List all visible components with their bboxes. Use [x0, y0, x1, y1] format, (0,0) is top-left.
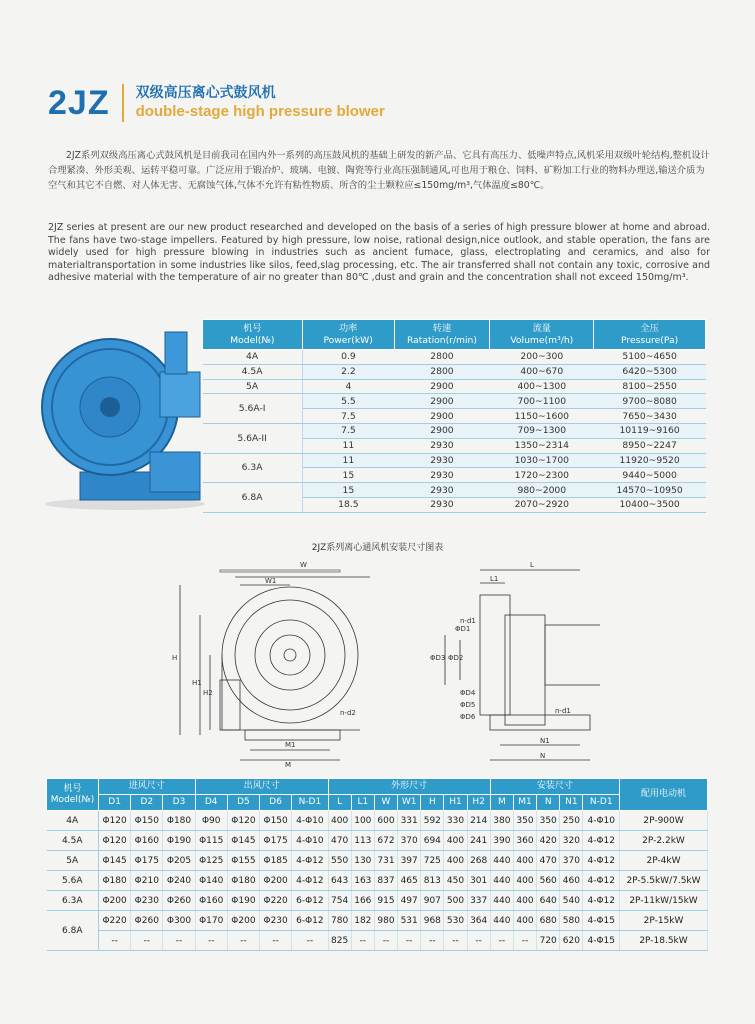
performance-row	[203, 350, 706, 365]
drawing-dimension-label: ΦD1	[455, 625, 471, 633]
dims-cell: 4-Φ15	[583, 931, 620, 951]
dims-cell: Φ220	[99, 911, 131, 931]
dims-cell: Φ230	[131, 891, 163, 911]
dims-model-cell: 5A	[47, 851, 99, 871]
drawing-dimension-label: H1	[192, 679, 202, 687]
dims-cell: 907	[421, 891, 444, 911]
dims-cell: Φ90	[195, 811, 227, 831]
dims-sub-header-cell: N	[537, 795, 560, 811]
dims-cell: 250	[560, 811, 583, 831]
dims-cell: 980	[374, 911, 397, 931]
dims-cell: Φ260	[163, 891, 195, 911]
dims-cell: 241	[467, 831, 490, 851]
description-chinese: 2JZ系列双级高压离心式鼓风机是目前我司在国内外一系列的高压鼓风机的基础上研发的新产品、它具有高压力、低噪声特点,风机采用双级叶轮结构,整机设计合理紧凑、外形美观、运转平稳可靠。广泛应用于锻冶炉、玻璃、电镀、陶瓷等行业高压强制通风,可也用于粮仓、饲料、矿粉加工行业的物料办理送,输送介质为空气和其它不自燃、对人体无害、无腐蚀气体,气体不允许有粘性物质、所含的尘土颗粒应≤150mg/m³,气体温度≤80℃。	[48, 150, 710, 191]
performance-cell: 8950~2247	[594, 438, 706, 453]
dims-cell: 813	[421, 871, 444, 891]
performance-cell: 400~670	[490, 364, 594, 379]
drawing-dimension-label: ΦD3	[430, 654, 446, 662]
drawing-dimension-label: n-d1	[555, 707, 571, 715]
dims-cell: 400	[513, 871, 536, 891]
dims-col-motor: 配用电动机	[620, 779, 708, 811]
dims-cell: 4-Φ12	[583, 851, 620, 871]
performance-cell: 10119~9160	[594, 423, 706, 438]
dims-cell: 400	[444, 831, 467, 851]
model-cell: 6.8A	[203, 483, 303, 513]
dims-cell: 680	[537, 911, 560, 931]
dims-cell: 580	[560, 911, 583, 931]
dims-cell: Φ160	[195, 891, 227, 911]
performance-cell: 1030~1700	[490, 453, 594, 468]
dims-cell: 672	[374, 831, 397, 851]
dims-cell: Φ190	[163, 831, 195, 851]
performance-cell: 2930	[394, 438, 490, 453]
dims-sub-header-cell: W	[374, 795, 397, 811]
dims-cell: Φ175	[131, 851, 163, 871]
dims-cell: 470	[537, 851, 560, 871]
drawing-dimension-label: L1	[490, 575, 499, 583]
dims-cell: 4-Φ10	[583, 811, 620, 831]
dims-cell: 182	[351, 911, 374, 931]
col-model: 机号 Model(№)	[203, 320, 303, 350]
performance-cell: 1150~1600	[490, 409, 594, 424]
dims-sub-header-cell: L1	[351, 795, 374, 811]
drawing-dimension-label: ΦD2	[448, 654, 464, 662]
dims-cell: 390	[490, 831, 513, 851]
performance-cell: 709~1300	[490, 423, 594, 438]
performance-cell: 7650~3430	[594, 409, 706, 424]
dims-cell: 2P-4kW	[620, 851, 708, 871]
dims-cell: 337	[467, 891, 490, 911]
drawing-dimension-label: L	[530, 561, 534, 569]
performance-cell: 400~1300	[490, 379, 594, 394]
dims-cell: 2P-11kW/15kW	[620, 891, 708, 911]
model-cell: 5A	[203, 379, 303, 394]
dims-cell: 4-Φ12	[583, 871, 620, 891]
dims-cell: 620	[560, 931, 583, 951]
dims-cell: Φ155	[227, 851, 259, 871]
performance-cell: 2800	[394, 364, 490, 379]
performance-cell: 2900	[394, 409, 490, 424]
drawing-dimension-label: N1	[540, 737, 550, 745]
description-english: 2JZ series at present are our new product researched and developed on the basis of a series of high pressure blower at home and abroad. The fans have two-stage impellers. Featured by high pressure, low noise, rational design,nice outlook, and stable operation, the fans are widely used for high pressure blowing in industries such as ancient fumace, glass, electroplating and ceramics, and also for materialtransportation in some industries like silos, feed,slag processing, etc. The air transferred shall not contain any toxic, corrosive and adhesive material with the temperature of air no greater than 80℃ ,dust and grain and the concentration shall not exceed 150mg/m³.	[48, 222, 710, 283]
model-cell: 4A	[203, 350, 303, 365]
dims-cell: 2P-2.2kW	[620, 831, 708, 851]
dims-sub-header-cell: D6	[260, 795, 292, 811]
dims-cell: 400	[513, 891, 536, 911]
dims-cell: 397	[398, 851, 421, 871]
dims-cell: 694	[421, 831, 444, 851]
performance-cell: 0.9	[302, 350, 394, 365]
dims-col-install: 安装尺寸	[490, 779, 619, 795]
drawing-dimension-label: W1	[265, 577, 277, 585]
performance-cell: 7.5	[302, 423, 394, 438]
performance-row	[203, 423, 706, 438]
dims-cell: Φ145	[99, 851, 131, 871]
dims-cell: 370	[398, 831, 421, 851]
col-rotation: 转速 Ratation(r/min)	[394, 320, 490, 350]
performance-cell: 2900	[394, 379, 490, 394]
drawing-dimension-label: ΦD4	[460, 689, 476, 697]
dims-cell: Φ200	[227, 911, 259, 931]
performance-cell: 2800	[394, 350, 490, 365]
drawing-dimension-label: H	[172, 654, 178, 662]
performance-cell: 6420~5300	[594, 364, 706, 379]
dims-cell: 4-Φ12	[583, 891, 620, 911]
dims-sub-header-cell: W1	[398, 795, 421, 811]
dims-cell: 460	[560, 871, 583, 891]
dims-cell: 725	[421, 851, 444, 871]
dims-group-header	[47, 779, 708, 795]
dims-cell: 400	[513, 851, 536, 871]
dims-cell: Φ170	[195, 911, 227, 931]
dims-cell: 560	[537, 871, 560, 891]
dims-model-cell: 4A	[47, 811, 99, 831]
performance-cell: 2900	[394, 394, 490, 409]
dims-cell: 440	[490, 851, 513, 871]
dims-cell: 364	[467, 911, 490, 931]
dims-cell: Φ180	[163, 811, 195, 831]
performance-cell: 2070~2920	[490, 497, 594, 512]
model-cell: 5.6A-I	[203, 394, 303, 424]
model-cell: 6.3A	[203, 453, 303, 483]
performance-cell: 14570~10950	[594, 483, 706, 498]
dims-col-model: 机号 Model(№)	[47, 779, 99, 811]
dims-cell: 915	[374, 891, 397, 911]
performance-cell: 5.5	[302, 394, 394, 409]
dims-cell: 531	[398, 911, 421, 931]
dims-cell: 440	[490, 891, 513, 911]
dims-cell: Φ175	[260, 831, 292, 851]
dims-sub-header-cell: D5	[227, 795, 259, 811]
performance-row	[203, 394, 706, 409]
dims-cell: --	[292, 931, 328, 951]
dims-cell: --	[490, 931, 513, 951]
dims-cell: 4-Φ12	[292, 851, 328, 871]
dims-cell: 320	[560, 831, 583, 851]
performance-cell: 7.5	[302, 409, 394, 424]
drawing-dimension-label: n-d1	[460, 617, 476, 625]
performance-cell: 2.2	[302, 364, 394, 379]
dims-cell: Φ150	[131, 811, 163, 831]
dims-cell: Φ120	[227, 811, 259, 831]
drawing-dimension-label: ΦD5	[460, 701, 476, 709]
dims-cell: Φ240	[163, 871, 195, 891]
dims-cell: --	[374, 931, 397, 951]
performance-cell: 2900	[394, 423, 490, 438]
dims-cell: 500	[444, 891, 467, 911]
dims-model-cell: 6.8A	[47, 911, 99, 951]
dims-cell: --	[421, 931, 444, 951]
dims-row	[47, 891, 708, 911]
dims-row	[47, 831, 708, 851]
dims-cell: Φ230	[260, 911, 292, 931]
dims-cell: 163	[351, 871, 374, 891]
dims-sub-header-cell: D3	[163, 795, 195, 811]
dims-cell: 600	[374, 811, 397, 831]
dims-cell: 400	[328, 811, 351, 831]
dims-cell: --	[99, 931, 131, 951]
performance-cell: 10400~3500	[594, 497, 706, 512]
dims-cell: Φ160	[131, 831, 163, 851]
dims-cell: 130	[351, 851, 374, 871]
dims-cell: Φ120	[99, 811, 131, 831]
dims-cell: 440	[490, 871, 513, 891]
dims-model-cell: 4.5A	[47, 831, 99, 851]
dims-cell: Φ120	[99, 831, 131, 851]
dims-cell: 643	[328, 871, 351, 891]
dims-cell: 968	[421, 911, 444, 931]
performance-cell: 18.5	[302, 497, 394, 512]
dims-cell: 4-Φ10	[292, 811, 328, 831]
dims-cell: Φ185	[260, 851, 292, 871]
dims-cell: 380	[490, 811, 513, 831]
performance-cell: 5100~4650	[594, 350, 706, 365]
dims-cell: 4-Φ10	[292, 831, 328, 851]
performance-cell: 2930	[394, 483, 490, 498]
dims-sub-header-cell: H2	[467, 795, 490, 811]
dims-cell: --	[227, 931, 259, 951]
dims-cell: 2P-18.5kW	[620, 931, 708, 951]
performance-cell: 15	[302, 483, 394, 498]
performance-cell: 15	[302, 468, 394, 483]
dims-cell: --	[513, 931, 536, 951]
page-header	[48, 80, 385, 126]
dims-cell: Φ205	[163, 851, 195, 871]
performance-row	[203, 453, 706, 468]
dims-cell: Φ125	[195, 851, 227, 871]
dims-cell: 370	[560, 851, 583, 871]
performance-cell: 8100~2550	[594, 379, 706, 394]
dims-cell: Φ180	[99, 871, 131, 891]
dims-cell: 825	[328, 931, 351, 951]
performance-table	[202, 319, 706, 513]
dims-cell: 350	[537, 811, 560, 831]
performance-table-header	[203, 320, 706, 350]
dims-cell: 780	[328, 911, 351, 931]
installation-drawing	[160, 555, 600, 770]
dims-sub-header-cell: M1	[513, 795, 536, 811]
title-english: double-stage high pressure blower	[135, 102, 385, 120]
col-pressure: 全压 Pressure(Pa)	[594, 320, 706, 350]
dimensions-table	[46, 778, 708, 951]
drawing-dimension-label: W	[300, 561, 307, 569]
dims-col-outlet: 出风尺寸	[195, 779, 328, 795]
header-titles	[136, 86, 385, 121]
dims-cell: Φ190	[227, 891, 259, 911]
performance-cell: 2930	[394, 453, 490, 468]
dims-row	[47, 811, 708, 831]
performance-cell: 1350~2314	[490, 438, 594, 453]
performance-cell: 11	[302, 453, 394, 468]
performance-cell: 980~2000	[490, 483, 594, 498]
dims-cell: --	[444, 931, 467, 951]
dims-cell: 400	[444, 851, 467, 871]
model-cell: 4.5A	[203, 364, 303, 379]
dims-cell: 6-Φ12	[292, 911, 328, 931]
col-power: 功率 Power(kW)	[302, 320, 394, 350]
drawing-dimension-label: M	[285, 761, 292, 769]
dims-cell: 470	[328, 831, 351, 851]
dims-cell: 400	[513, 911, 536, 931]
dims-cell: --	[467, 931, 490, 951]
dims-cell: 540	[560, 891, 583, 911]
model-cell: 5.6A-II	[203, 423, 303, 453]
dims-sub-header-cell: N1	[560, 795, 583, 811]
dims-cell: Φ115	[195, 831, 227, 851]
performance-cell: 1720~2300	[490, 468, 594, 483]
blower-photo	[40, 312, 210, 512]
dims-sub-header-cell: M	[490, 795, 513, 811]
dims-sub-header-cell: L	[328, 795, 351, 811]
drawing-dimension-label: n-d2	[340, 709, 356, 717]
dims-cell: --	[163, 931, 195, 951]
dims-cell: Φ140	[195, 871, 227, 891]
dims-cell: 2P-5.5kW/7.5kW	[620, 871, 708, 891]
dims-col-inlet: 进风尺寸	[99, 779, 196, 795]
performance-row	[203, 364, 706, 379]
dims-row	[47, 871, 708, 891]
col-volume: 流量 Volume(m³/h)	[490, 320, 594, 350]
dims-col-outline: 外形尺寸	[328, 779, 490, 795]
dims-cell: 640	[537, 891, 560, 911]
dims-cell: 301	[467, 871, 490, 891]
dims-cell: 530	[444, 911, 467, 931]
dims-cell: 360	[513, 831, 536, 851]
header-divider	[122, 84, 124, 122]
dims-cell: Φ200	[260, 871, 292, 891]
dims-cell: Φ220	[260, 891, 292, 911]
drawing-dimension-label: H2	[203, 689, 213, 697]
dims-cell: 331	[398, 811, 421, 831]
performance-cell: 9700~8080	[594, 394, 706, 409]
performance-cell: 2930	[394, 497, 490, 512]
performance-cell: 9440~5000	[594, 468, 706, 483]
dims-cell: 4-Φ15	[583, 911, 620, 931]
dims-row	[47, 851, 708, 871]
dims-cell: 113	[351, 831, 374, 851]
dims-row	[47, 931, 708, 951]
performance-cell: 200~300	[490, 350, 594, 365]
dims-cell: 754	[328, 891, 351, 911]
dims-cell: Φ210	[131, 871, 163, 891]
dims-sub-header-cell: D2	[131, 795, 163, 811]
dims-cell: 465	[398, 871, 421, 891]
dims-cell: 4-Φ12	[583, 831, 620, 851]
dims-cell: --	[195, 931, 227, 951]
performance-cell: 2930	[394, 468, 490, 483]
dims-cell: Φ300	[163, 911, 195, 931]
dims-cell: 214	[467, 811, 490, 831]
dims-cell: 4-Φ12	[292, 871, 328, 891]
dims-cell: Φ260	[131, 911, 163, 931]
drawing-dimension-label: ΦD6	[460, 713, 476, 721]
dims-sub-header-cell: D1	[99, 795, 131, 811]
dims-cell: 720	[537, 931, 560, 951]
title-chinese: 双级高压离心式鼓风机	[135, 84, 276, 101]
dims-cell: 550	[328, 851, 351, 871]
dims-cell: --	[398, 931, 421, 951]
dims-sub-header-cell: N-D1	[292, 795, 328, 811]
dims-cell: Φ200	[99, 891, 131, 911]
dims-cell: --	[260, 931, 292, 951]
dims-cell: 2P-15kW	[620, 911, 708, 931]
dims-cell: --	[131, 931, 163, 951]
dims-sub-header-cell: H1	[444, 795, 467, 811]
model-code: 2JZ	[48, 83, 110, 122]
performance-row	[203, 379, 706, 394]
performance-row	[203, 483, 706, 498]
drawing-dimension-label: N	[540, 752, 546, 760]
dims-cell: 166	[351, 891, 374, 911]
dims-model-cell: 5.6A	[47, 871, 99, 891]
dims-cell: 330	[444, 811, 467, 831]
dims-cell: Φ180	[227, 871, 259, 891]
dims-cell: 6-Φ12	[292, 891, 328, 911]
dims-cell: 100	[351, 811, 374, 831]
dims-cell: 731	[374, 851, 397, 871]
dims-cell: 440	[490, 911, 513, 931]
dims-sub-header-cell: N-D1	[583, 795, 620, 811]
dims-cell: 837	[374, 871, 397, 891]
dims-sub-header-cell: H	[421, 795, 444, 811]
dims-cell: --	[351, 931, 374, 951]
dims-cell: 350	[513, 811, 536, 831]
dims-sub-header-cell: D4	[195, 795, 227, 811]
dims-cell: Φ145	[227, 831, 259, 851]
drawing-title: 2JZ系列离心通风机安装尺寸图表	[311, 543, 444, 553]
performance-cell: 11	[302, 438, 394, 453]
dims-model-cell: 6.3A	[47, 891, 99, 911]
performance-cell: 11920~9520	[594, 453, 706, 468]
dims-cell: 268	[467, 851, 490, 871]
drawing-dimension-label: M1	[285, 741, 296, 749]
dims-cell: 497	[398, 891, 421, 911]
performance-cell: 700~1100	[490, 394, 594, 409]
dims-cell: Φ150	[260, 811, 292, 831]
dims-row	[47, 911, 708, 931]
dims-cell: 592	[421, 811, 444, 831]
dims-cell: 450	[444, 871, 467, 891]
performance-cell: 4	[302, 379, 394, 394]
dims-cell: 420	[537, 831, 560, 851]
dims-cell: 2P-900W	[620, 811, 708, 831]
dims-sub-header	[47, 795, 708, 811]
